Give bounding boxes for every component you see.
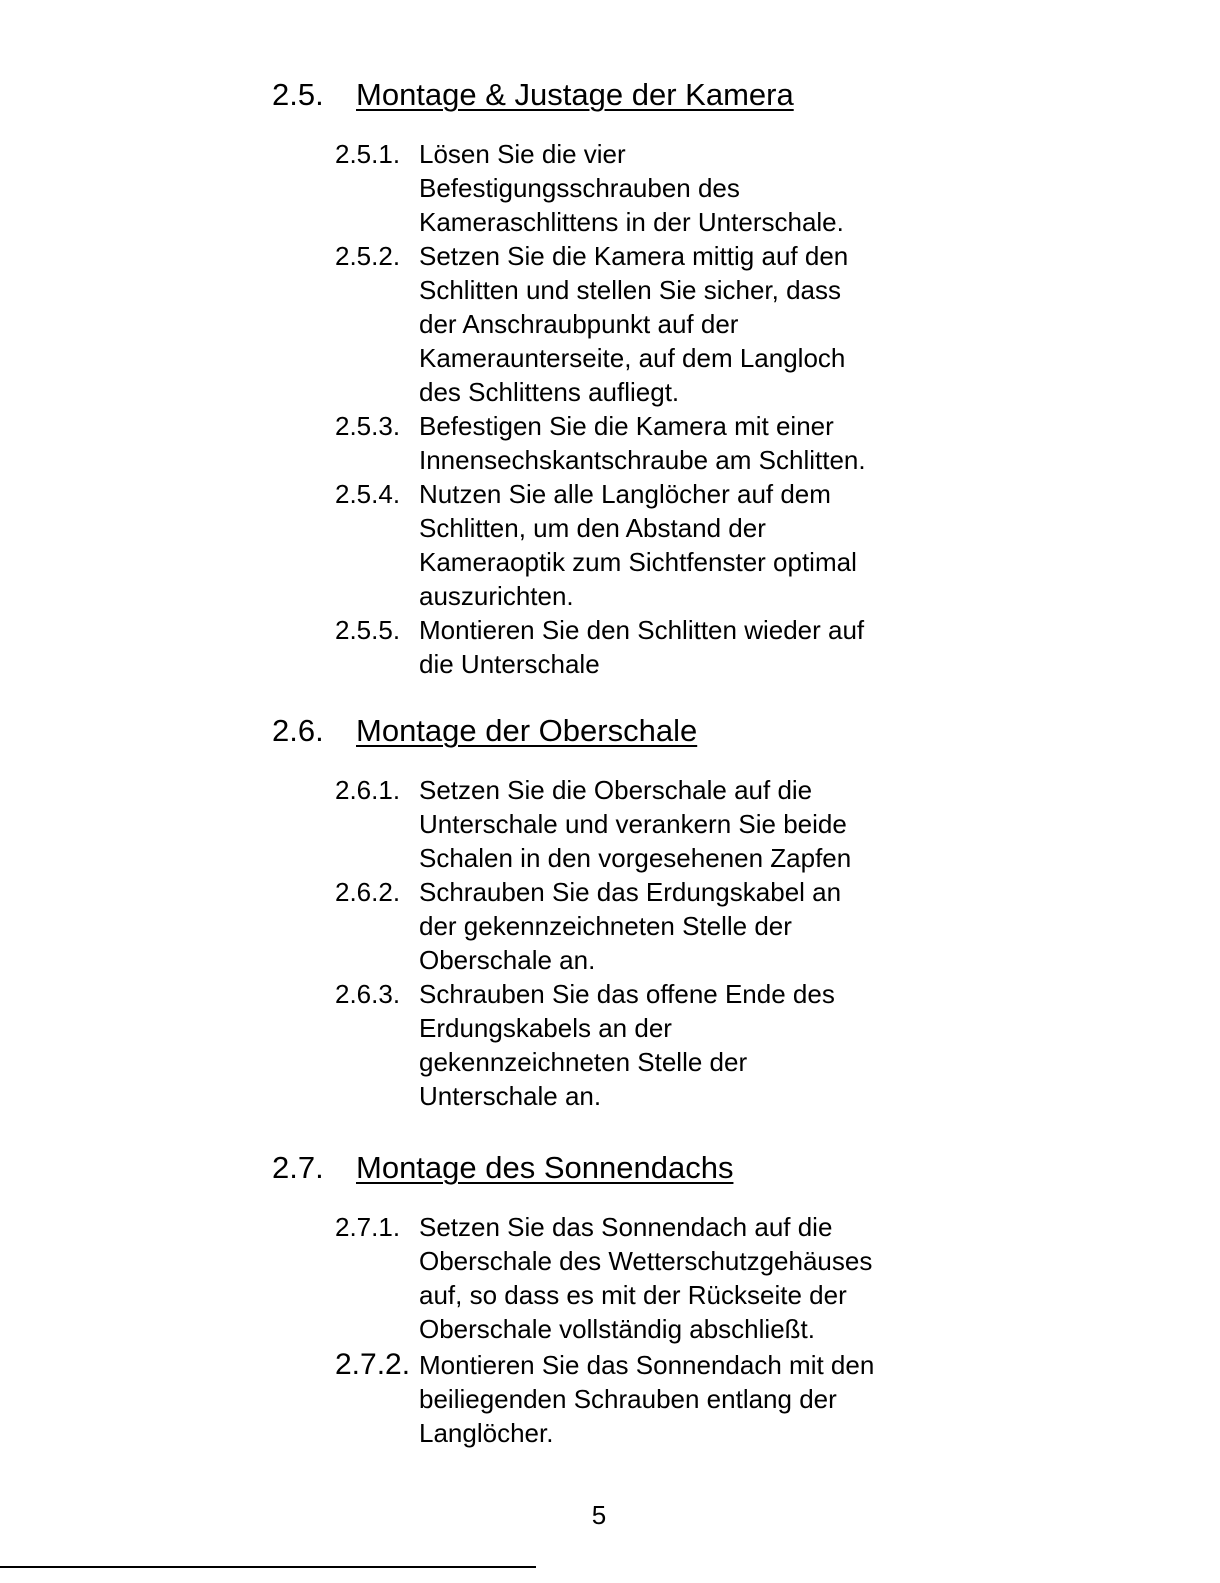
section-heading (272, 1150, 952, 1186)
step-line: Lösen Sie die vier (419, 139, 626, 169)
step-text (419, 477, 955, 613)
step-line: Schlitten, um den Abstand der (419, 513, 766, 543)
section-2-6 (272, 713, 952, 1113)
step-line: des Schlittens aufliegt. (419, 377, 680, 407)
step-number: 2.7.2. (335, 1348, 411, 1381)
section-2-5 (272, 77, 952, 681)
step-line: Setzen Sie die Oberschale auf die (419, 775, 813, 805)
step-item (335, 1348, 955, 1450)
step-line: Setzen Sie die Kamera mittig auf den (419, 241, 849, 271)
section-number: 2.7. (272, 1150, 324, 1185)
step-line: Oberschale des Wetterschutzgehäuses (419, 1246, 873, 1276)
step-text (419, 613, 955, 681)
step-item (335, 773, 955, 875)
footer-rule (0, 1566, 536, 1568)
step-line: Unterschale an. (419, 1081, 602, 1111)
section-title: Montage des Sonnendachs (356, 1150, 734, 1185)
step-line: Oberschale vollständig abschließt. (419, 1314, 815, 1344)
step-item (335, 613, 955, 681)
step-line: Langlöcher. (419, 1418, 554, 1448)
step-number: 2.7.1. (335, 1212, 401, 1242)
step-line: Montieren Sie den Schlitten wieder auf (419, 615, 865, 645)
section-heading (272, 713, 952, 749)
step-line: Kameraoptik zum Sichtfenster optimal (419, 547, 857, 577)
step-item (335, 137, 955, 239)
section-number: 2.5. (272, 77, 324, 112)
step-line: Schlitten und stellen Sie sicher, dass (419, 275, 842, 305)
step-number: 2.6.1. (335, 775, 401, 805)
step-text (419, 977, 955, 1113)
step-text (419, 1348, 955, 1450)
step-item (335, 875, 955, 977)
step-line: auf, so dass es mit der Rückseite der (419, 1280, 847, 1310)
step-line: Erdungskabels an der (419, 1013, 672, 1043)
step-text (419, 239, 955, 409)
step-text (419, 773, 955, 875)
step-line: Schalen in den vorgesehenen Zapfen (419, 843, 852, 873)
step-line: Oberschale an. (419, 945, 596, 975)
step-line: auszurichten. (419, 581, 574, 611)
section-2-7 (272, 1150, 952, 1450)
step-line: gekennzeichneten Stelle der (419, 1047, 748, 1077)
step-text (419, 875, 955, 977)
step-list (335, 137, 955, 681)
section-heading (272, 77, 952, 113)
step-number: 2.5.4. (335, 479, 401, 509)
step-number: 2.5.5. (335, 615, 401, 645)
step-line: Kameraunterseite, auf dem Langloch (419, 343, 846, 373)
step-text (419, 409, 955, 477)
step-line: Montieren Sie das Sonnendach mit den (419, 1350, 875, 1380)
section-number: 2.6. (272, 713, 324, 748)
step-line: Schrauben Sie das offene Ende des (419, 979, 835, 1009)
step-line: Nutzen Sie alle Langlöcher auf dem (419, 479, 831, 509)
step-line: der Anschraubpunkt auf der (419, 309, 739, 339)
step-number: 2.6.2. (335, 877, 401, 907)
step-line: beiliegenden Schrauben entlang der (419, 1384, 837, 1414)
step-number: 2.6.3. (335, 979, 401, 1009)
step-line: Schrauben Sie das Erdungskabel an (419, 877, 842, 907)
step-item (335, 409, 955, 477)
step-line: die Unterschale (419, 649, 600, 679)
section-title: Montage der Oberschale (356, 713, 698, 748)
step-line: Befestigungsschrauben des (419, 173, 740, 203)
step-item (335, 477, 955, 613)
step-line: Kameraschlittens in der Unterschale. (419, 207, 844, 237)
step-item (335, 239, 955, 409)
step-item (335, 977, 955, 1113)
step-line: Unterschale und verankern Sie beide (419, 809, 847, 839)
step-text (419, 1210, 955, 1346)
step-list (335, 1210, 955, 1450)
step-number: 2.5.2. (335, 241, 401, 271)
step-list (335, 773, 955, 1113)
step-line: Setzen Sie das Sonnendach auf die (419, 1212, 833, 1242)
step-line: Innensechskantschraube am Schlitten. (419, 445, 866, 475)
step-line: Befestigen Sie die Kamera mit einer (419, 411, 834, 441)
step-line: der gekennzeichneten Stelle der (419, 911, 792, 941)
page-number: 5 (591, 1500, 607, 1530)
section-title: Montage & Justage der Kamera (356, 77, 794, 112)
step-text (419, 137, 955, 239)
step-number: 2.5.1. (335, 139, 401, 169)
step-number: 2.5.3. (335, 411, 401, 441)
step-item (335, 1210, 955, 1346)
